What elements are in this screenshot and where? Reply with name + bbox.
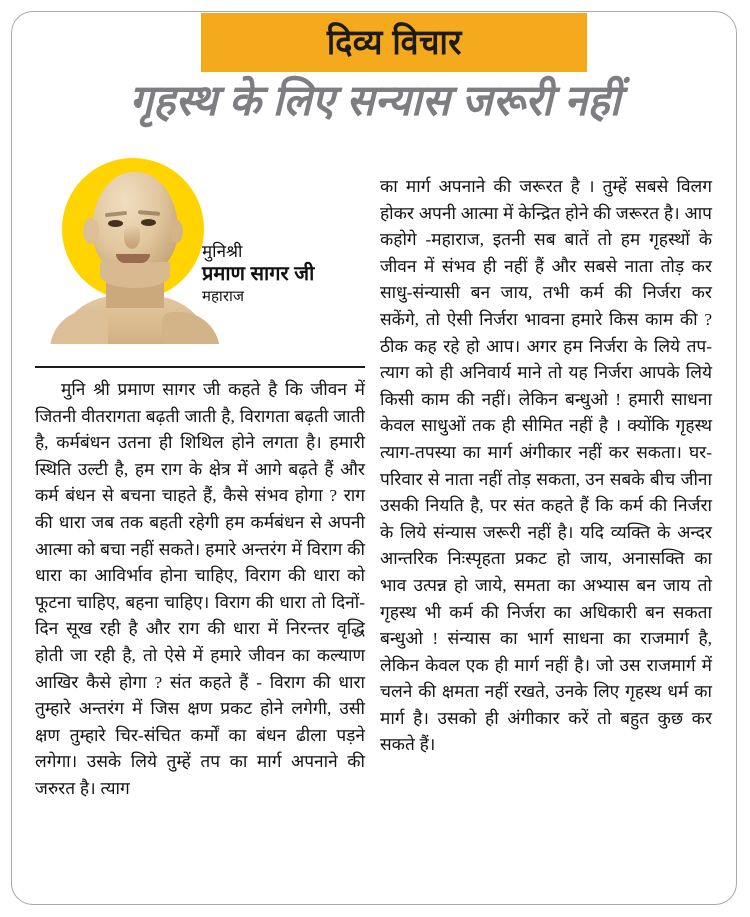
chin-shape [100, 262, 170, 288]
ear-left-shape [83, 218, 99, 244]
portrait-caption [202, 242, 362, 305]
page-title: गृहस्थ के लिए सन्यास जरूरी नहीं [129, 77, 621, 125]
mouth-shape [116, 254, 150, 263]
article-paragraph-left: मुनि श्री प्रमाण सागर जी कहते है कि जीवन में जितनी वीतरागता बढ़ती जाती है, विरागता बढ़ती जाती है, कर्मबंधन उतना ही शिथिल होने लगता है। हमारी स्थिति उल्टी है, हम राग के क्षेत्र में आगे बढ़ते हैं और कर्म बंधन से बचना चाहते हैं, कैसे संभव होगा ? राग की धारा जब तक बहती रहेगी हम कर्मबंधन से अपनी आत्मा को बचा नहीं सकते। हमारे अन्तरंग में विराग की धारा का आविर्भाव होना चाहिए, विराग की धारा को फूटना चाहिए, बहना चाहिए। विराग की धारा तो दिनों-दिन सूख रही है और राग की धारा में निरन्तर वृद्धि होती जा रही है, तो ऐसे में हमारे जीवन का कल्याण आखिर कैसे होगा ? संत कहते हैं - विराग की धारा तुम्हारे अन्तरंग में जिस क्षण प्रकट होने लगेगी, उसी क्षण तुम्हारे चिर-संचित कर्मों का बंधन ढीला पड़ने लगेगा। उसके लिये तुम्हें तप का मार्ग अपनाने की जरुरत है। त्याग [35, 380, 365, 798]
shoulder-right-shape [162, 312, 220, 344]
article-body-right [380, 174, 712, 759]
caption-line-name: प्रमाण सागर जी [202, 263, 315, 286]
eye-right-shape [141, 219, 156, 226]
article-columns [12, 144, 737, 904]
caption-line-honorific: मुनिश्री [202, 242, 243, 261]
masthead-title: दिव्य विचार [326, 23, 462, 62]
article-paragraph-right: का मार्ग अपनाने की जरूरत है । तुम्हें सबसे विलग होकर अपनी आत्मा में केन्द्रित होने की जरूरत है। आप कहोगे -महाराज, इतनी सब बातें तो हम गृहस्थों के जीवन में संभव ही नहीं हैं और सबसे नाता तोड़ कर साधु-संन्यासी बन जाय, तभी कर्म की निर्जरा कर सकेंगे, तो ऐसी निर्जरा भावना हमारे किस काम की ? ठीक कह रहे हो आप। अगर हम निर्जरा के लिये तप-त्याग को ही अनिवार्य माने तो यह निर्जरा आपके लिये किसी काम की नहीं। लेकिन बन्धुओ ! हमारी साधना केवल साधुओं तक ही सीमित नहीं है । क्योंकि गृहस्थ त्याग-तपस्या का मार्ग अंगीकार नहीं कर सकता। घर-परिवार से नाता नहीं तोड़ सकता, उन सबके बीच जीना उसकी नियति है, पर संत कहते हैं कि कर्म की निर्जरा के लिये संन्यास जरूरी नहीं है। यदि व्यक्ति के अन्दर आन्तरिक निःस्पृहता प्रकट हो जाय, अनासक्ति का भाव उत्पन्न हो जाये, समता का अभ्यास बन जाय तो गृहस्थ भी कर्म की निर्जरा का अधिकारी बन सकता बन्धुओ ! संन्यास का भार्ग साधना का राजमार्ग है, लेकिन केवल एक ही मार्ग नहीं है। जो उस राजमार्ग में चलने की क्षमता नहीं रखते, उनके लिए गृहस्थ धर्म का मार्ग है। उसको ही अंगीकार करें तो बहुत कुछ कर सकते हैं। [380, 177, 712, 755]
portrait-block [24, 144, 364, 344]
nose-shape [124, 225, 140, 249]
section-divider-rule [35, 366, 365, 368]
ear-right-shape [170, 220, 183, 243]
column-left [24, 144, 365, 798]
shoulder-left-shape [50, 310, 108, 344]
article-body-left [35, 377, 365, 803]
caption-line-title: महाराज [202, 287, 244, 305]
eye-left-shape [108, 220, 123, 227]
masthead-banner [201, 13, 587, 72]
monk-portrait-image [50, 170, 220, 344]
article-card [11, 11, 737, 905]
